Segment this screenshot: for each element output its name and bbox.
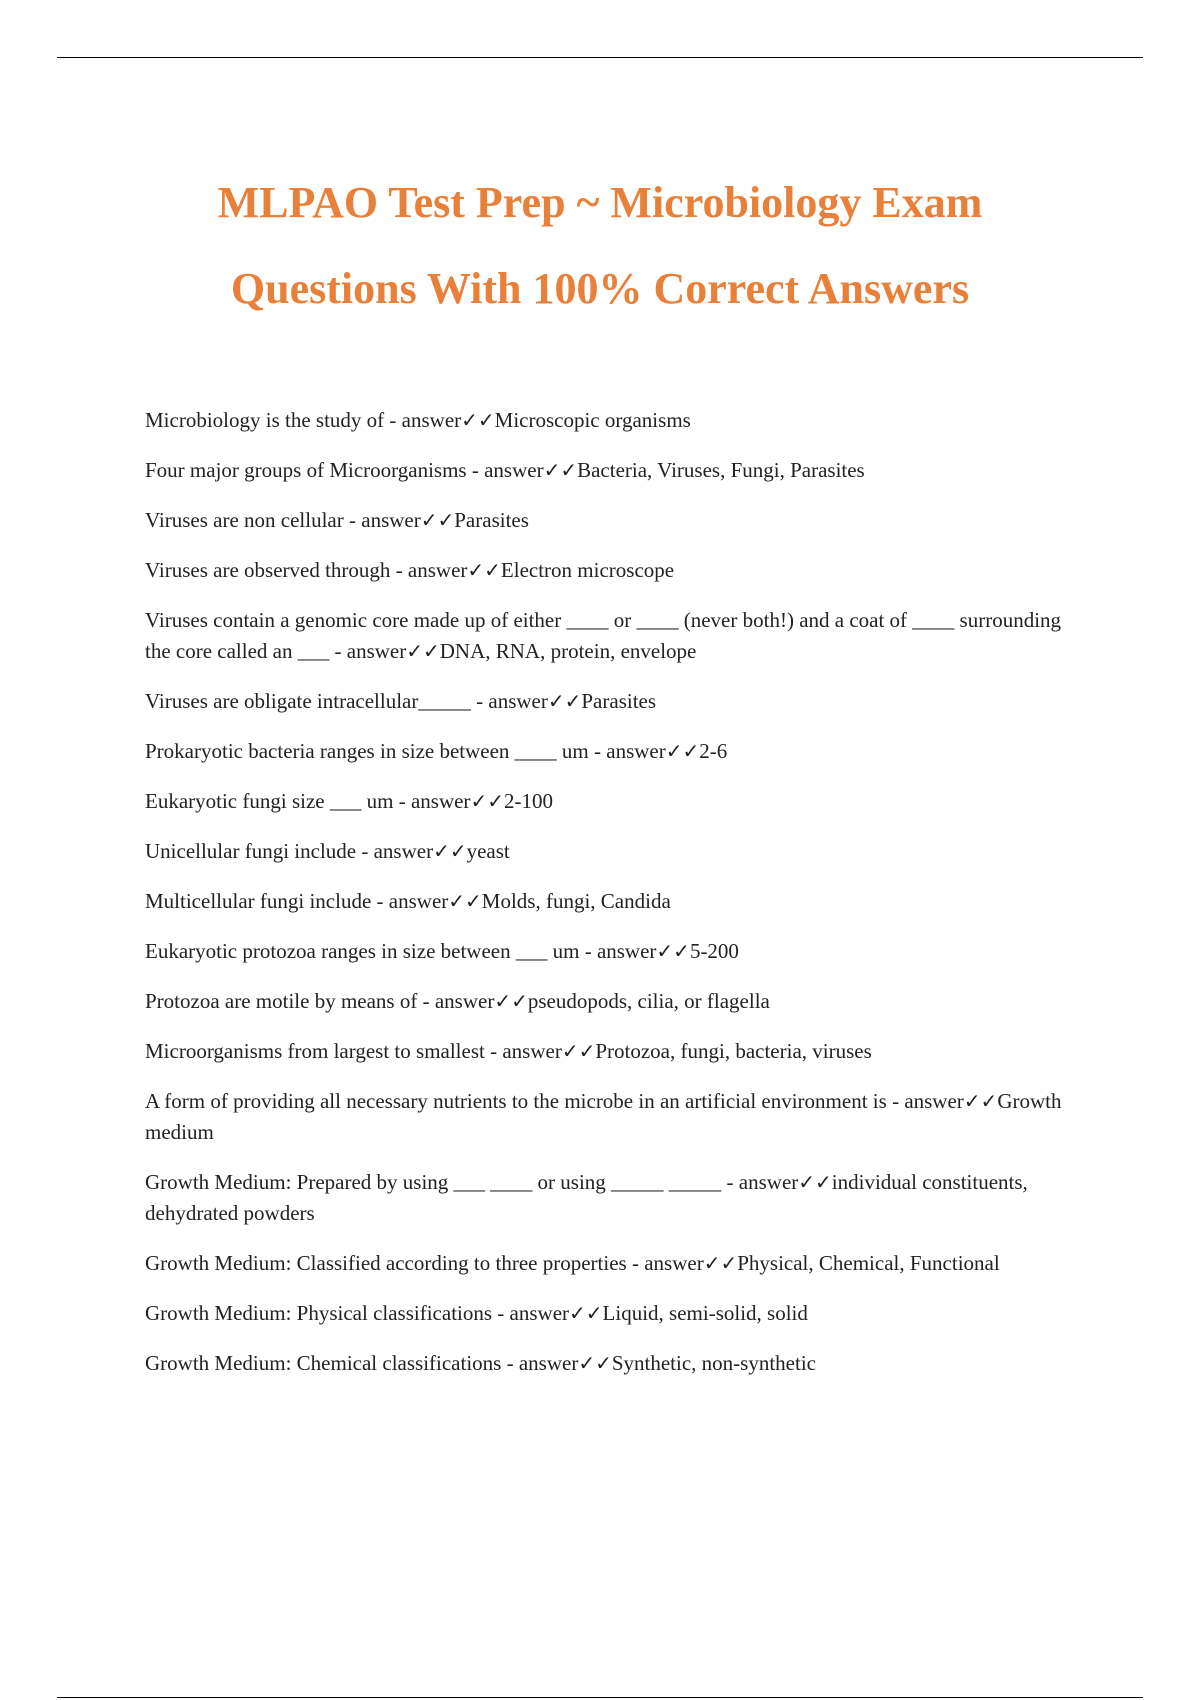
answer-text: Parasites: [581, 689, 657, 713]
question-answer-list: [145, 405, 1085, 1398]
answer-text: 5-200: [689, 939, 739, 963]
separator-dash: -: [390, 558, 408, 582]
question-text: Unicellular fungi include: [145, 839, 357, 863]
title-line-1: MLPAO Test Prep ~ Microbiology Exam: [217, 178, 983, 227]
qa-item: [145, 505, 1085, 536]
qa-item: [145, 1036, 1085, 1067]
separator-dash: -: [384, 408, 402, 432]
question-text: Prokaryotic bacteria ranges in size between ____ um: [145, 739, 589, 763]
double-check-icon: ✓✓: [963, 1089, 998, 1113]
answer-text: Electron microscope: [500, 558, 675, 582]
answer-marker: answer: [904, 1089, 964, 1113]
answer-text: Growth medium: [145, 1089, 1062, 1144]
qa-item: [145, 986, 1085, 1017]
double-check-icon: ✓✓: [467, 558, 501, 582]
answer-marker: answer: [361, 508, 421, 532]
question-text: Growth Medium: Physical classifications: [145, 1301, 493, 1325]
answer-marker: answer: [407, 558, 468, 582]
separator-dash: -: [492, 1301, 510, 1325]
answer-marker: answer: [738, 1170, 799, 1194]
answer-text: Physical, Chemical, Functional: [737, 1251, 1000, 1275]
answer-text: Bacteria, Viruses, Fungi, Parasites: [577, 458, 865, 482]
answer-marker: answer: [488, 689, 548, 713]
answer-text: Molds, fungi, Candida: [481, 889, 671, 913]
separator-dash: -: [886, 1089, 905, 1113]
separator-dash: -: [470, 689, 489, 713]
double-check-icon: ✓✓: [543, 458, 578, 482]
answer-text: individual constituents, dehydrated powders: [145, 1170, 1028, 1225]
question-text: Microorganisms from largest to smallest: [145, 1039, 485, 1063]
answer-text: Liquid, semi-solid, solid: [602, 1301, 808, 1325]
separator-dash: -: [721, 1170, 739, 1194]
question-text: Viruses contain a genomic core made up of either ____ or ____ (never both!) and a coat of ____ surrounding the core called an ___: [145, 608, 1062, 663]
answer-marker: answer: [502, 1039, 562, 1063]
answer-text: 2-100: [503, 789, 553, 813]
double-check-icon: ✓✓: [578, 1351, 612, 1375]
question-text: Four major groups of Microorganisms: [145, 458, 467, 482]
answer-marker: answer: [518, 1351, 579, 1375]
answer-marker: answer: [644, 1251, 704, 1275]
separator-dash: -: [417, 989, 435, 1013]
qa-item: [145, 1348, 1085, 1379]
question-text: Eukaryotic fungi size ___ um: [145, 789, 394, 813]
separator-dash: -: [501, 1351, 519, 1375]
qa-item: [145, 455, 1085, 486]
answer-marker: answer: [401, 408, 462, 432]
question-text: Multicellular fungi include: [145, 889, 372, 913]
answer-marker: answer: [346, 639, 407, 663]
qa-item: [145, 555, 1085, 586]
answer-marker: answer: [434, 989, 495, 1013]
separator-dash: -: [371, 889, 389, 913]
answer-text: Parasites: [454, 508, 529, 532]
bottom-rule: [57, 1697, 1143, 1698]
document-title: [60, 160, 1140, 332]
double-check-icon: ✓✓: [703, 1251, 738, 1275]
question-text: Microbiology is the study of: [145, 408, 385, 432]
double-check-icon: ✓✓: [547, 689, 582, 713]
qa-item: [145, 786, 1085, 817]
separator-dash: -: [343, 508, 362, 532]
double-check-icon: ✓✓: [461, 408, 495, 432]
answer-marker: answer: [606, 739, 666, 763]
question-text: Viruses are non cellular: [145, 508, 344, 532]
separator-dash: -: [588, 739, 607, 763]
title-line-2: Questions With 100% Correct Answers: [230, 264, 970, 313]
question-text: Growth Medium: Classified according to three properties: [145, 1251, 627, 1275]
double-check-icon: ✓✓: [494, 989, 528, 1013]
qa-item: [145, 1086, 1085, 1148]
answer-marker: answer: [596, 939, 657, 963]
separator-dash: -: [356, 839, 374, 863]
answer-marker: answer: [484, 458, 544, 482]
separator-dash: -: [626, 1251, 645, 1275]
double-check-icon: ✓✓: [569, 1301, 603, 1325]
qa-item: [145, 936, 1085, 967]
question-text: A form of providing all necessary nutrients to the microbe in an artificial environment is: [145, 1089, 887, 1113]
question-text: Viruses are observed through: [145, 558, 391, 582]
answer-text: Microscopic organisms: [494, 408, 691, 432]
separator-dash: -: [466, 458, 485, 482]
qa-item: [145, 686, 1085, 717]
separator-dash: -: [329, 639, 347, 663]
double-check-icon: ✓✓: [561, 1039, 596, 1063]
double-check-icon: ✓✓: [406, 639, 440, 663]
question-text: Growth Medium: Chemical classifications: [145, 1351, 502, 1375]
double-check-icon: ✓✓: [798, 1170, 832, 1194]
double-check-icon: ✓✓: [448, 889, 482, 913]
qa-item: [145, 1298, 1085, 1329]
answer-text: 2-6: [699, 739, 728, 763]
answer-marker: answer: [410, 789, 471, 813]
answer-text: pseudopods, cilia, or flagella: [527, 989, 770, 1013]
question-text: Viruses are obligate intracellular_____: [145, 689, 471, 713]
question-text: Protozoa are motile by means of: [145, 989, 418, 1013]
answer-text: Protozoa, fungi, bacteria, viruses: [595, 1039, 872, 1063]
qa-item: [145, 886, 1085, 917]
qa-item: [145, 405, 1085, 436]
double-check-icon: ✓✓: [470, 789, 504, 813]
answer-marker: answer: [388, 889, 449, 913]
answer-text: DNA, RNA, protein, envelope: [439, 639, 697, 663]
separator-dash: -: [579, 939, 597, 963]
question-text: Eukaryotic protozoa ranges in size between ___ um: [145, 939, 580, 963]
qa-item: [145, 605, 1085, 667]
separator-dash: -: [393, 789, 411, 813]
top-rule: [57, 57, 1143, 58]
answer-text: Synthetic, non-synthetic: [611, 1351, 816, 1375]
answer-marker: answer: [373, 839, 434, 863]
question-text: Growth Medium: Prepared by using ___ ____ or using _____ _____: [145, 1170, 722, 1194]
qa-item: [145, 1248, 1085, 1279]
double-check-icon: ✓✓: [665, 739, 700, 763]
double-check-icon: ✓✓: [433, 839, 467, 863]
answer-marker: answer: [509, 1301, 570, 1325]
double-check-icon: ✓✓: [656, 939, 690, 963]
separator-dash: -: [484, 1039, 503, 1063]
qa-item: [145, 1167, 1085, 1229]
qa-item: [145, 736, 1085, 767]
qa-item: [145, 836, 1085, 867]
double-check-icon: ✓✓: [420, 508, 455, 532]
answer-text: yeast: [466, 839, 510, 863]
